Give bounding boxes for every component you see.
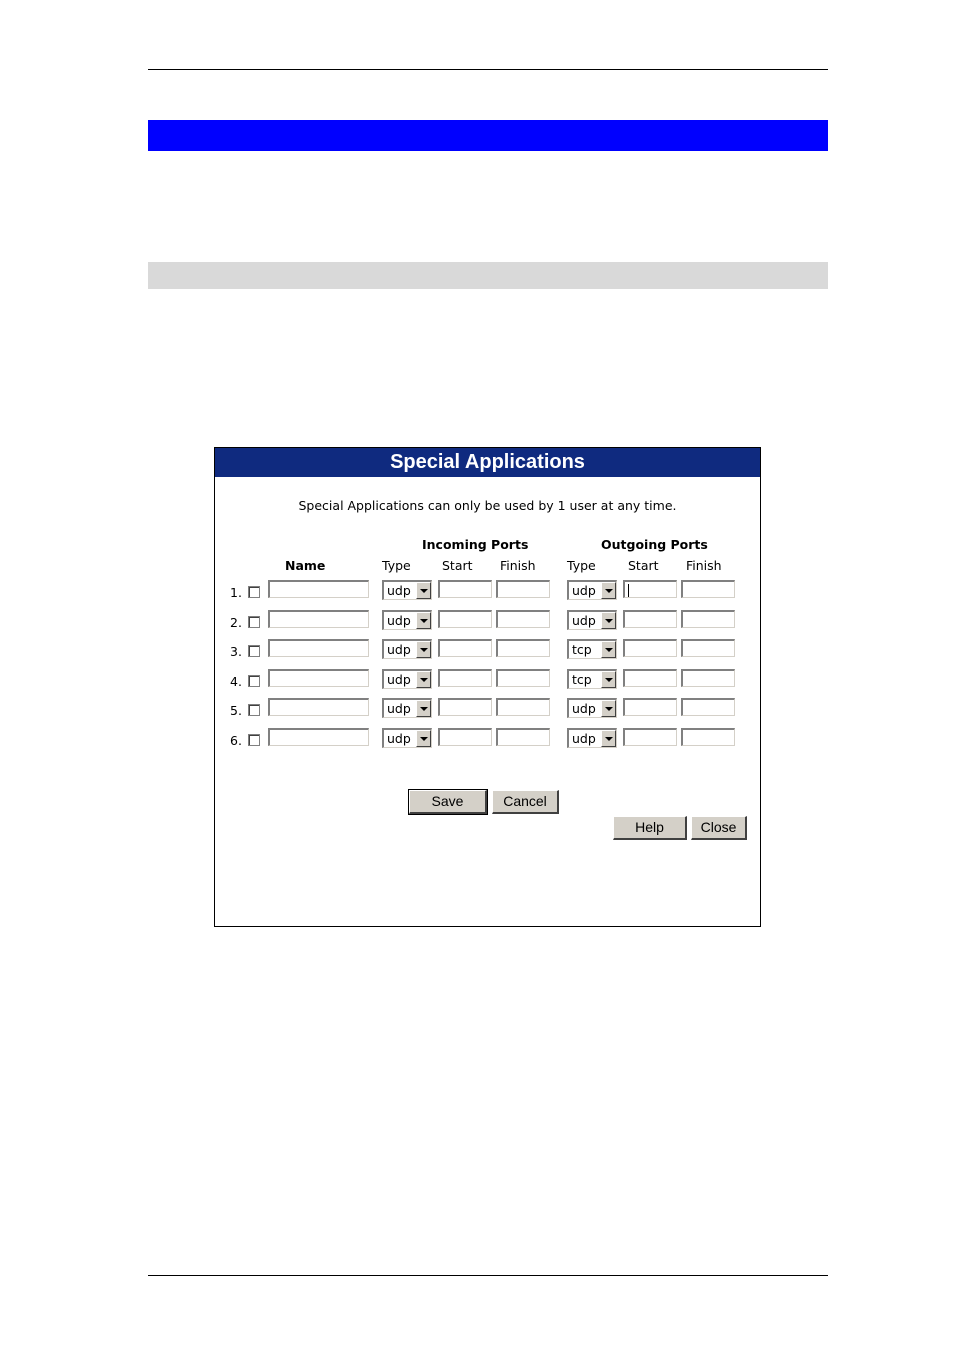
incoming-finish-input[interactable]	[496, 639, 550, 657]
app-row-1	[215, 580, 760, 602]
outgoing-type-value: tcp	[572, 642, 592, 657]
row-enable-checkbox[interactable]	[248, 675, 260, 687]
incoming-finish-input[interactable]	[496, 580, 550, 598]
outgoing-type-select[interactable]	[567, 639, 617, 659]
chevron-down-icon[interactable]	[601, 641, 616, 658]
incoming-type-select[interactable]	[382, 580, 432, 600]
cancel-button[interactable]: Cancel	[492, 790, 559, 814]
app-name-input[interactable]	[268, 639, 369, 657]
chevron-down-icon[interactable]	[601, 582, 616, 599]
app-name-input[interactable]	[268, 610, 369, 628]
incoming-type-value: udp	[387, 642, 411, 657]
outgoing-type-value: udp	[572, 613, 596, 628]
incoming-start-input[interactable]	[438, 580, 492, 598]
save-button[interactable]: Save	[409, 790, 487, 814]
outgoing-finish-input[interactable]	[681, 728, 735, 746]
row-enable-checkbox[interactable]	[248, 586, 260, 598]
panel-title: Special Applications	[215, 448, 760, 477]
outgoing-finish-input[interactable]	[681, 639, 735, 657]
incoming-finish-header: Finish	[500, 558, 536, 573]
incoming-finish-input[interactable]	[496, 698, 550, 716]
chevron-down-icon[interactable]	[416, 582, 431, 599]
footer-rule	[148, 1275, 828, 1276]
row-number: 4.	[230, 674, 242, 689]
outgoing-start-input[interactable]	[623, 698, 677, 716]
incoming-finish-input[interactable]	[496, 728, 550, 746]
row-number: 3.	[230, 644, 242, 659]
app-row-4	[215, 669, 760, 691]
header-rule	[148, 69, 828, 70]
section-title-band	[148, 120, 828, 151]
outgoing-finish-input[interactable]	[681, 580, 735, 598]
incoming-start-header: Start	[442, 558, 473, 573]
incoming-type-select[interactable]	[382, 639, 432, 659]
incoming-type-value: udp	[387, 583, 411, 598]
incoming-start-input[interactable]	[438, 698, 492, 716]
outgoing-finish-input[interactable]	[681, 610, 735, 628]
outgoing-ports-header: Outgoing Ports	[601, 537, 708, 552]
chevron-down-icon[interactable]	[416, 612, 431, 629]
outgoing-finish-input[interactable]	[681, 698, 735, 716]
incoming-start-input[interactable]	[438, 669, 492, 687]
incoming-type-header: Type	[382, 558, 411, 573]
name-column-header: Name	[285, 558, 326, 573]
row-number: 2.	[230, 615, 242, 630]
app-name-input[interactable]	[268, 669, 369, 687]
outgoing-start-input[interactable]	[623, 669, 677, 687]
incoming-start-input[interactable]	[438, 728, 492, 746]
app-row-6	[215, 728, 760, 750]
incoming-type-select[interactable]	[382, 728, 432, 748]
row-enable-checkbox[interactable]	[248, 645, 260, 657]
text-caret	[628, 584, 629, 597]
outgoing-start-input[interactable]	[623, 610, 677, 628]
row-enable-checkbox[interactable]	[248, 616, 260, 628]
row-number: 6.	[230, 733, 242, 748]
outgoing-start-input[interactable]	[623, 728, 677, 746]
incoming-type-select[interactable]	[382, 669, 432, 689]
outgoing-type-select[interactable]	[567, 580, 617, 600]
incoming-type-select[interactable]	[382, 698, 432, 718]
row-enable-checkbox[interactable]	[248, 734, 260, 746]
app-row-3	[215, 639, 760, 661]
app-row-2	[215, 610, 760, 632]
app-name-input[interactable]	[268, 698, 369, 716]
outgoing-type-select[interactable]	[567, 728, 617, 748]
help-button[interactable]: Help	[613, 816, 687, 840]
outgoing-start-input[interactable]	[623, 639, 677, 657]
chevron-down-icon[interactable]	[601, 700, 616, 717]
incoming-finish-input[interactable]	[496, 669, 550, 687]
incoming-start-input[interactable]	[438, 639, 492, 657]
chevron-down-icon[interactable]	[416, 730, 431, 747]
panel-notice: Special Applications can only be used by 1 user at any time.	[298, 498, 677, 513]
outgoing-start-header: Start	[628, 558, 659, 573]
chevron-down-icon[interactable]	[601, 730, 616, 747]
outgoing-type-header: Type	[567, 558, 596, 573]
outgoing-type-select[interactable]	[567, 698, 617, 718]
outgoing-finish-input[interactable]	[681, 669, 735, 687]
chevron-down-icon[interactable]	[416, 671, 431, 688]
incoming-type-value: udp	[387, 672, 411, 687]
outgoing-type-value: udp	[572, 701, 596, 716]
incoming-type-value: udp	[387, 731, 411, 746]
outgoing-type-select[interactable]	[567, 669, 617, 689]
outgoing-start-input[interactable]	[623, 580, 677, 598]
outgoing-type-select[interactable]	[567, 610, 617, 630]
incoming-type-select[interactable]	[382, 610, 432, 630]
outgoing-type-value: udp	[572, 731, 596, 746]
chevron-down-icon[interactable]	[601, 671, 616, 688]
incoming-start-input[interactable]	[438, 610, 492, 628]
subsection-band	[148, 262, 828, 289]
chevron-down-icon[interactable]	[416, 641, 431, 658]
row-enable-checkbox[interactable]	[248, 704, 260, 716]
incoming-finish-input[interactable]	[496, 610, 550, 628]
chevron-down-icon[interactable]	[601, 612, 616, 629]
row-number: 5.	[230, 703, 242, 718]
incoming-type-value: udp	[387, 701, 411, 716]
app-name-input[interactable]	[268, 728, 369, 746]
outgoing-type-value: tcp	[572, 672, 592, 687]
app-row-5	[215, 698, 760, 720]
chevron-down-icon[interactable]	[416, 700, 431, 717]
special-applications-panel	[214, 447, 761, 927]
outgoing-finish-header: Finish	[686, 558, 722, 573]
outgoing-type-value: udp	[572, 583, 596, 598]
app-name-input[interactable]	[268, 580, 369, 598]
incoming-ports-header: Incoming Ports	[422, 537, 529, 552]
incoming-type-value: udp	[387, 613, 411, 628]
close-button[interactable]: Close	[691, 816, 747, 840]
row-number: 1.	[230, 585, 242, 600]
